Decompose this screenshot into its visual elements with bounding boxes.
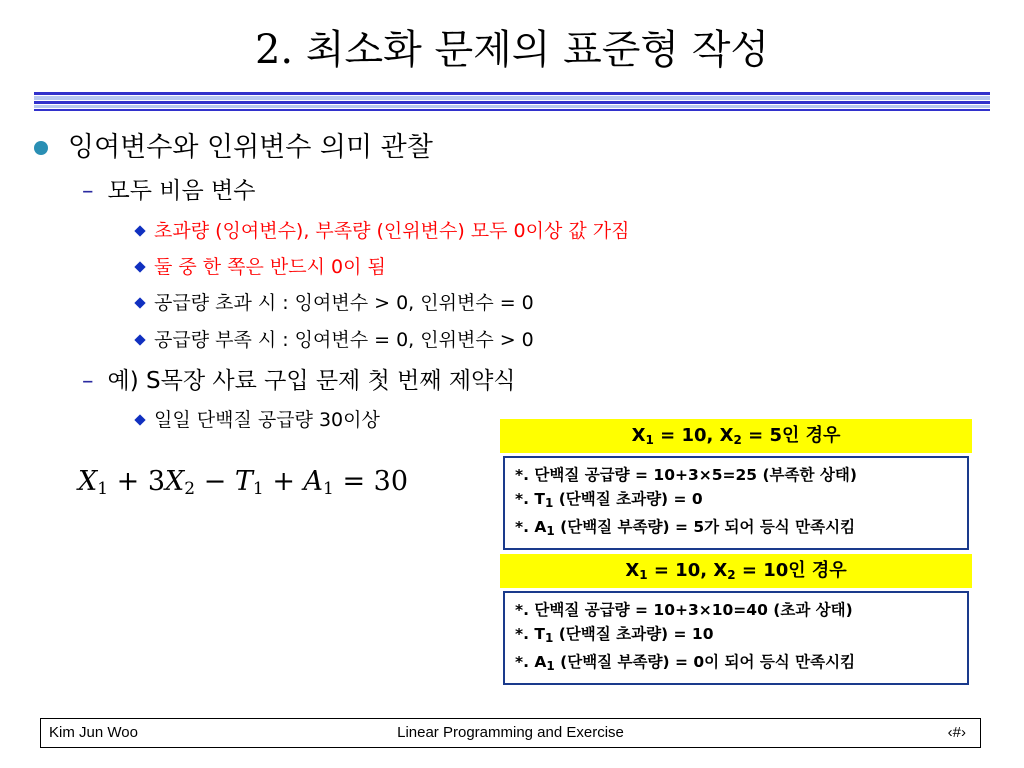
dash-icon: – <box>82 178 94 204</box>
eq-x2: X <box>165 466 185 497</box>
case1-line2 <box>515 487 957 515</box>
eq-x1-sub: 1 <box>97 479 109 499</box>
diamond-icon <box>134 334 145 345</box>
case1-header-sub1: 1 <box>645 433 654 447</box>
case2-line3 <box>515 650 957 678</box>
stripe-4 <box>34 105 990 108</box>
case1-header-x2: = 10, X <box>653 425 734 446</box>
bullet-level3-3 <box>134 289 534 317</box>
footer-course: Linear Programming and Exercise <box>397 724 624 741</box>
bullet-level3-2 <box>134 253 386 281</box>
constraint-equation <box>78 462 408 509</box>
case1-header-sub2: 2 <box>733 433 742 447</box>
diamond-icon <box>134 225 145 236</box>
eq-x1: X <box>78 466 98 497</box>
case2-line2-a: *. T <box>515 625 545 643</box>
bullet-level3-text: 둘 중 한 쪽은 반드시 0이 됨 <box>154 256 386 278</box>
case1-line1: *. 단백질 공급량 = 10+3×5=25 (부족한 상태) <box>515 466 857 484</box>
bullet-level2-1 <box>82 175 255 207</box>
case2-line3-a: *. A <box>515 653 547 671</box>
diamond-icon <box>134 297 145 308</box>
dash-icon: – <box>82 368 94 394</box>
stripe-3 <box>34 101 990 104</box>
bullet-level2-text: 예) S목장 사료 구입 문제 첫 번째 제약식 <box>107 368 516 394</box>
bullet-level1-text: 잉여변수와 인위변수 의미 관찰 <box>68 132 433 163</box>
bullet-level3-1 <box>134 217 630 245</box>
eq-t1-sub: 1 <box>252 479 264 499</box>
case1-info-box <box>503 456 969 550</box>
case2-line2-sub: 1 <box>544 631 554 645</box>
case2-header-sub1: 1 <box>639 568 648 582</box>
footer-author: Kim Jun Woo <box>49 724 138 741</box>
case2-line3-sub: 1 <box>546 659 555 673</box>
diamond-icon <box>134 261 145 272</box>
case1-line3 <box>515 515 957 543</box>
case2-info-box <box>503 591 969 685</box>
eq-x2-sub: 2 <box>184 479 196 499</box>
bullet-dot-icon <box>34 141 48 155</box>
eq-minus: − <box>195 466 235 497</box>
case1-line2-a: *. T <box>515 490 545 508</box>
slide-title: 2. 최소화 문제의 표준형 작성 <box>254 27 770 73</box>
bullet-level3-text: 초과량 (잉여변수), 부족량 (인위변수) 모두 0이상 값 가짐 <box>154 220 630 242</box>
case1-line2-sub: 1 <box>544 496 554 510</box>
case1-header-tail: = 5인 경우 <box>741 425 841 446</box>
case2-header <box>500 554 972 588</box>
stripe-5 <box>34 109 990 111</box>
bullet-level2-text: 모두 비음 변수 <box>107 178 256 204</box>
case1-header <box>500 419 972 453</box>
bullet-level3-4 <box>134 326 534 354</box>
eq-a1: A <box>303 466 324 497</box>
stripe-1 <box>34 92 990 95</box>
slide-footer <box>40 718 981 748</box>
eq-rhs: = 30 <box>333 466 409 497</box>
case2-line3-b: (단백질 부족량) = 0이 되어 등식 만족시킴 <box>554 653 856 671</box>
case2-line2-b: (단백질 초과량) = 10 <box>553 625 714 643</box>
case1-line3-b: (단백질 부족량) = 5가 되어 등식 만족시킴 <box>554 518 856 536</box>
case1-line3-sub: 1 <box>546 524 555 538</box>
footer-page-number: ‹#› <box>947 724 966 741</box>
case2-header-x1: X <box>625 560 640 581</box>
case2-line2 <box>515 622 957 650</box>
bullet-level3-text: 공급량 초과 시 : 잉여변수 > 0, 인위변수 = 0 <box>154 292 534 314</box>
bullet-level2-2 <box>82 365 516 397</box>
case1-header-x1: X <box>631 425 646 446</box>
bullet-level1 <box>34 128 433 168</box>
bullet-level3-text: 일일 단백질 공급량 30이상 <box>154 409 380 431</box>
case1-line2-b: (단백질 초과량) = 0 <box>553 490 703 508</box>
eq-t1: T <box>234 466 253 497</box>
case1-line3-a: *. A <box>515 518 547 536</box>
title-underline-stripes <box>34 92 990 112</box>
stripe-2 <box>34 96 990 100</box>
case2-header-x2: = 10, X <box>647 560 728 581</box>
eq-plus: + <box>263 466 304 497</box>
eq-plus-3: + 3 <box>108 466 166 497</box>
eq-a1-sub: 1 <box>323 479 334 499</box>
case2-line1: *. 단백질 공급량 = 10+3×10=40 (초과 상태) <box>515 601 853 619</box>
bullet-level3-5 <box>134 406 380 434</box>
case2-header-sub2: 2 <box>727 568 736 582</box>
diamond-icon <box>134 414 145 425</box>
bullet-level3-text: 공급량 부족 시 : 잉여변수 = 0, 인위변수 > 0 <box>154 329 534 351</box>
case2-header-tail: = 10인 경우 <box>735 560 847 581</box>
